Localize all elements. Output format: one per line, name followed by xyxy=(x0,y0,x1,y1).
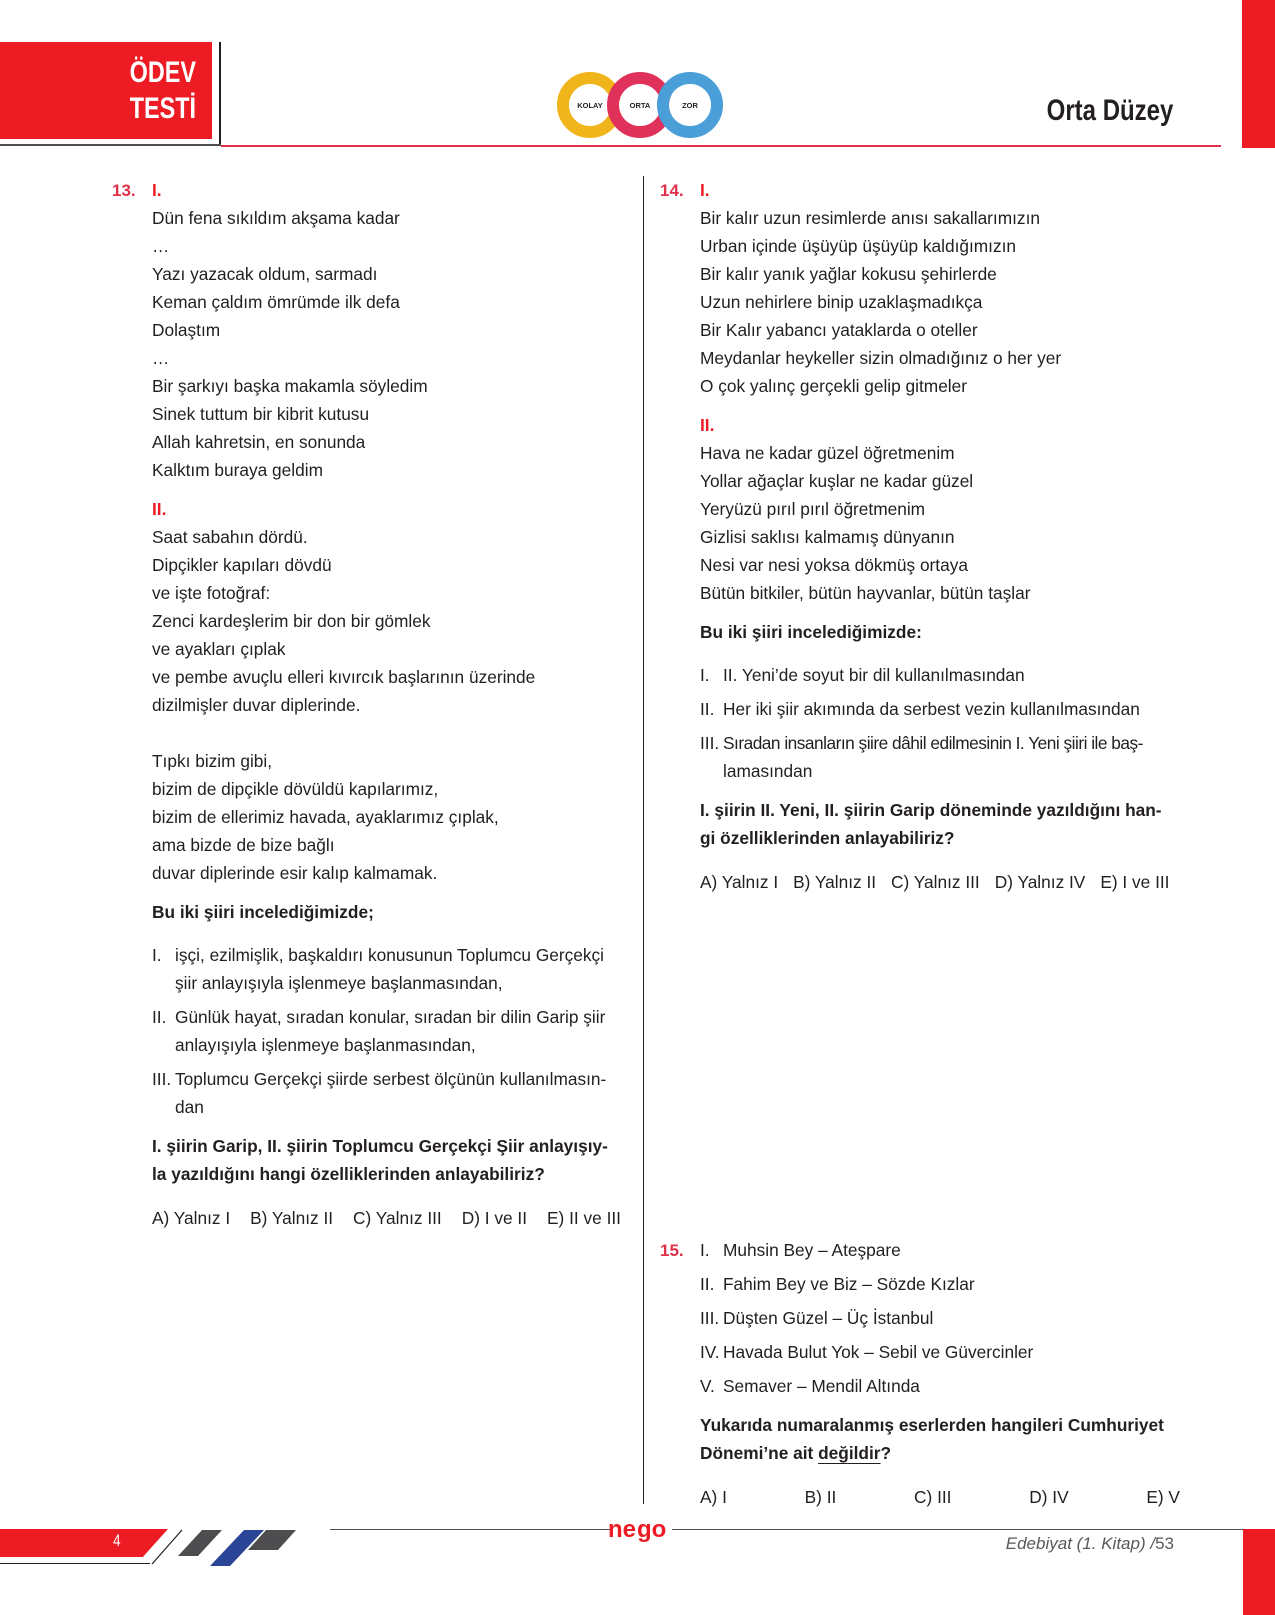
question-14 xyxy=(700,176,1180,896)
work-item xyxy=(700,1270,1180,1298)
option-a[interactable]: A) I xyxy=(700,1487,727,1507)
poem-line: Dipçikler kapıları dövdü xyxy=(152,555,332,575)
work-number: III. xyxy=(700,1308,720,1328)
statement-number: I. xyxy=(700,665,710,685)
option-a[interactable]: A) Yalnız I xyxy=(152,1208,231,1228)
header-divider xyxy=(219,42,221,146)
footer-page-tab xyxy=(0,1529,168,1557)
poem-line: Bir şarkıyı başka makamla söyledim xyxy=(152,376,428,396)
badge-line-1: ÖDEV xyxy=(129,56,196,89)
svg-text:ne: ne xyxy=(608,1516,637,1543)
option-b[interactable]: B) Yalnız II xyxy=(793,872,877,892)
statement-number: III. xyxy=(700,733,720,753)
question-stem-line: I. şiirin Garip, II. şiirin Toplumcu Gerçekçi Şiir anlayışıy- xyxy=(152,1136,608,1156)
page-number: 4 xyxy=(112,1531,121,1550)
work-number: IV. xyxy=(700,1342,720,1362)
poem-line: bizim de ellerimiz havada, ayaklarımız çıplak, xyxy=(152,807,499,827)
question-14-intro: Bu iki şiiri incelediğimizde: xyxy=(700,622,922,642)
poem-1 xyxy=(700,204,1180,400)
question-13-stem xyxy=(152,1132,630,1188)
poem-line: … xyxy=(152,348,170,368)
book-reference xyxy=(1006,1534,1174,1554)
poem-line: O çok yalınç gerçekli gelip gitmeler xyxy=(700,376,968,396)
poem-line: Dolaştım xyxy=(152,320,221,340)
option-a[interactable]: A) Yalnız I xyxy=(700,872,779,892)
answer-options xyxy=(700,1483,1180,1511)
statement-item xyxy=(700,729,1180,785)
book-page-number: 53 xyxy=(1155,1534,1174,1553)
poem-line: Sinek tuttum bir kibrit kutusu xyxy=(152,404,370,424)
poem-2-heading: II. xyxy=(152,499,167,519)
option-c[interactable]: C) Yalnız III xyxy=(891,872,980,892)
poem-line: Bir kalır yanık yağlar kokusu şehirlerde xyxy=(700,264,997,284)
statement-list xyxy=(700,661,1180,785)
statement-text: Sıradan insanların şiire dâhil edilmesinin I. Yeni şiiri ile baş- xyxy=(723,733,1143,753)
option-e[interactable]: E) II ve III xyxy=(547,1208,621,1228)
poem-line: Bir kalır uzun resimlerde anısı sakallarımızın xyxy=(700,208,1040,228)
statement-text: lamasından xyxy=(723,761,813,781)
poem-line: Yollar ağaçlar kuşlar ne kadar güzel xyxy=(700,471,974,491)
poem-line: ve işte fotoğraf: xyxy=(152,583,271,603)
statement-list xyxy=(152,941,630,1121)
poem-line: duvar diplerinde esir kalıp kalmamak. xyxy=(152,863,438,883)
work-text: Fahim Bey ve Biz – Sözde Kızlar xyxy=(723,1274,975,1294)
ring-zor xyxy=(663,78,717,132)
header-rule xyxy=(221,145,1221,147)
question-13-number: 13. xyxy=(112,181,136,200)
poem-line: … xyxy=(152,236,170,256)
option-e[interactable]: E) I ve III xyxy=(1100,872,1170,892)
poem-line: Nesi var nesi yoksa dökmüş ortaya xyxy=(700,555,968,575)
option-d[interactable]: D) IV xyxy=(1029,1487,1069,1507)
poem-line: ve pembe avuçlu elleri kıvırcık başlarının üzerinde xyxy=(152,667,536,687)
work-item xyxy=(700,1372,1180,1400)
header-edge-tab xyxy=(1242,0,1275,148)
statement-item xyxy=(700,695,1180,723)
statement-text: işçi, ezilmişlik, başkaldırı konusunun Toplumcu Gerçekçi xyxy=(175,945,605,965)
footer-underline xyxy=(0,1563,150,1564)
poem-line: Uzun nehirlere binip uzaklaşmadıkça xyxy=(700,292,983,312)
option-c[interactable]: C) Yalnız III xyxy=(353,1208,442,1228)
poem-line: Saat sabahın dördü. xyxy=(152,527,308,547)
work-number: V. xyxy=(700,1376,715,1396)
statement-item xyxy=(152,1065,630,1121)
poem-2 xyxy=(152,523,630,887)
answer-options xyxy=(700,868,1180,896)
statement-text: Her iki şiir akımında da serbest vezin kullanılmasından xyxy=(723,699,1140,719)
poem-line: Zenci kardeşlerim bir don bir gömlek xyxy=(152,611,431,631)
work-list xyxy=(700,1236,1180,1400)
question-stem-line: Yukarıda numaralanmış eserlerden hangileri Cumhuriyet xyxy=(700,1415,1164,1435)
footer-rule-left xyxy=(330,1529,610,1530)
stem-emphasis: değildir xyxy=(818,1443,881,1463)
poem-2-heading: II. xyxy=(700,415,715,435)
work-text: Semaver – Mendil Altında xyxy=(723,1376,920,1396)
poem-line: Dün fena sıkıldım akşama kadar xyxy=(152,208,400,228)
option-b[interactable]: B) Yalnız II xyxy=(250,1208,334,1228)
ring-label-zor: ZOR xyxy=(682,101,698,110)
poem-line: bizim de dipçikle dövüldü kapılarımız, xyxy=(152,779,439,799)
question-15-number: 15. xyxy=(660,1241,684,1260)
work-text: Havada Bulut Yok – Sebil ve Güvercinler xyxy=(723,1342,1034,1362)
difficulty-level: Orta Düzey xyxy=(1046,94,1173,127)
badge-line-2: TESTİ xyxy=(129,92,196,125)
statement-item xyxy=(152,941,630,997)
poem-line: Bir Kalır yabancı yataklarda o oteller xyxy=(700,320,978,340)
poem-line: ama bizde de bize bağlı xyxy=(152,835,335,855)
answer-options xyxy=(152,1204,630,1232)
poem-line: Bütün bitkiler, bütün hayvanlar, bütün taşlar xyxy=(700,583,1031,603)
work-number: I. xyxy=(700,1240,710,1260)
question-stem-line: I. şiirin II. Yeni, II. şiirin Garip döneminde yazıldığını han- xyxy=(700,800,1162,820)
option-d[interactable]: D) Yalnız IV xyxy=(994,872,1086,892)
statement-number: II. xyxy=(700,699,715,719)
poem-line: Allah kahretsin, en sonunda xyxy=(152,432,366,452)
footer-rule-right xyxy=(672,1529,1243,1530)
header-rule-left xyxy=(0,144,221,146)
question-15-stem xyxy=(700,1411,1180,1467)
question-13-intro: Bu iki şiiri incelediğimizde; xyxy=(152,902,374,922)
poem-line: Tıpkı bizim gibi, xyxy=(152,751,273,771)
poem-line: ve ayakları çıplak xyxy=(152,639,286,659)
poem-line: Yazı yazacak oldum, sarmadı xyxy=(152,264,378,284)
statement-text: Toplumcu Gerçekçi şiirde serbest ölçünün kullanılmasın- xyxy=(175,1069,607,1089)
question-14-stem xyxy=(700,796,1180,852)
stem-text: ? xyxy=(880,1443,892,1463)
column-divider xyxy=(643,176,644,1504)
statement-number: II. xyxy=(152,1007,167,1027)
question-14-number: 14. xyxy=(660,181,684,200)
statement-text: Günlük hayat, sıradan konular, sıradan bir dilin Garip şiir xyxy=(175,1007,606,1027)
option-e[interactable]: E) V xyxy=(1146,1487,1180,1507)
publisher-logo xyxy=(606,1515,672,1545)
poem-line: dizilmişler duvar diplerinde. xyxy=(152,695,361,715)
poem-line: Gizlisi saklısı kalmamış dünyanın xyxy=(700,527,955,547)
stem-text: Dönemi’ne ait xyxy=(700,1443,819,1463)
question-15 xyxy=(700,1236,1180,1511)
work-text: Muhsin Bey – Ateşpare xyxy=(723,1240,901,1260)
statement-text: anlayışıyla işlenmeye başlanmasından, xyxy=(175,1035,476,1055)
work-number: II. xyxy=(700,1274,715,1294)
work-text: Düşten Güzel – Üç İstanbul xyxy=(723,1308,934,1328)
header-badge-title xyxy=(129,55,196,127)
statement-item xyxy=(152,1003,630,1059)
statement-item xyxy=(700,661,1180,689)
footer-stripes xyxy=(150,1528,330,1566)
ring-label-orta: ORTA xyxy=(629,101,651,110)
question-stem-line: gi özelliklerinden anlayabiliriz? xyxy=(700,828,955,848)
footer-edge-tab xyxy=(1243,1529,1275,1615)
poem-1 xyxy=(152,204,630,484)
poem-line: Yeryüzü pırıl pırıl öğretmenim xyxy=(700,499,926,519)
poem-line: Hava ne kadar güzel öğretmenim xyxy=(700,443,955,463)
statement-number: III. xyxy=(152,1069,172,1089)
option-b[interactable]: B) II xyxy=(804,1487,837,1507)
work-item xyxy=(700,1338,1180,1366)
work-item xyxy=(700,1304,1180,1332)
option-d[interactable]: D) I ve II xyxy=(461,1208,528,1228)
poem-2 xyxy=(700,439,1180,607)
option-c[interactable]: C) III xyxy=(914,1487,952,1507)
ring-label-kolay: KOLAY xyxy=(577,101,603,110)
svg-text:go: go xyxy=(637,1516,667,1543)
question-stem-line xyxy=(700,1439,1180,1467)
difficulty-rings xyxy=(557,70,723,140)
poem-line: Kalktım buraya geldim xyxy=(152,460,323,480)
poem-line: Urban içinde üşüyüp üşüyüp kaldığımızın xyxy=(700,236,1017,256)
statement-text: dan xyxy=(175,1097,204,1117)
poem-line: Keman çaldım ömrümde ilk defa xyxy=(152,292,400,312)
poem-line: Meydanlar heykeller sizin olmadığınız o her yer xyxy=(700,348,1062,368)
statement-text: şiir anlayışıyla işlenmeye başlanmasından, xyxy=(175,973,503,993)
statement-text: II. Yeni’de soyut bir dil kullanılmasından xyxy=(723,665,1025,685)
question-stem-line: la yazıldığını hangi özelliklerinden anlayabiliriz? xyxy=(152,1164,545,1184)
work-item xyxy=(700,1236,1180,1264)
question-13 xyxy=(152,176,630,1232)
poem-1-heading: I. xyxy=(700,180,710,200)
statement-number: I. xyxy=(152,945,162,965)
book-title: Edebiyat (1. Kitap) / xyxy=(1005,1534,1156,1553)
poem-1-heading: I. xyxy=(152,180,162,200)
